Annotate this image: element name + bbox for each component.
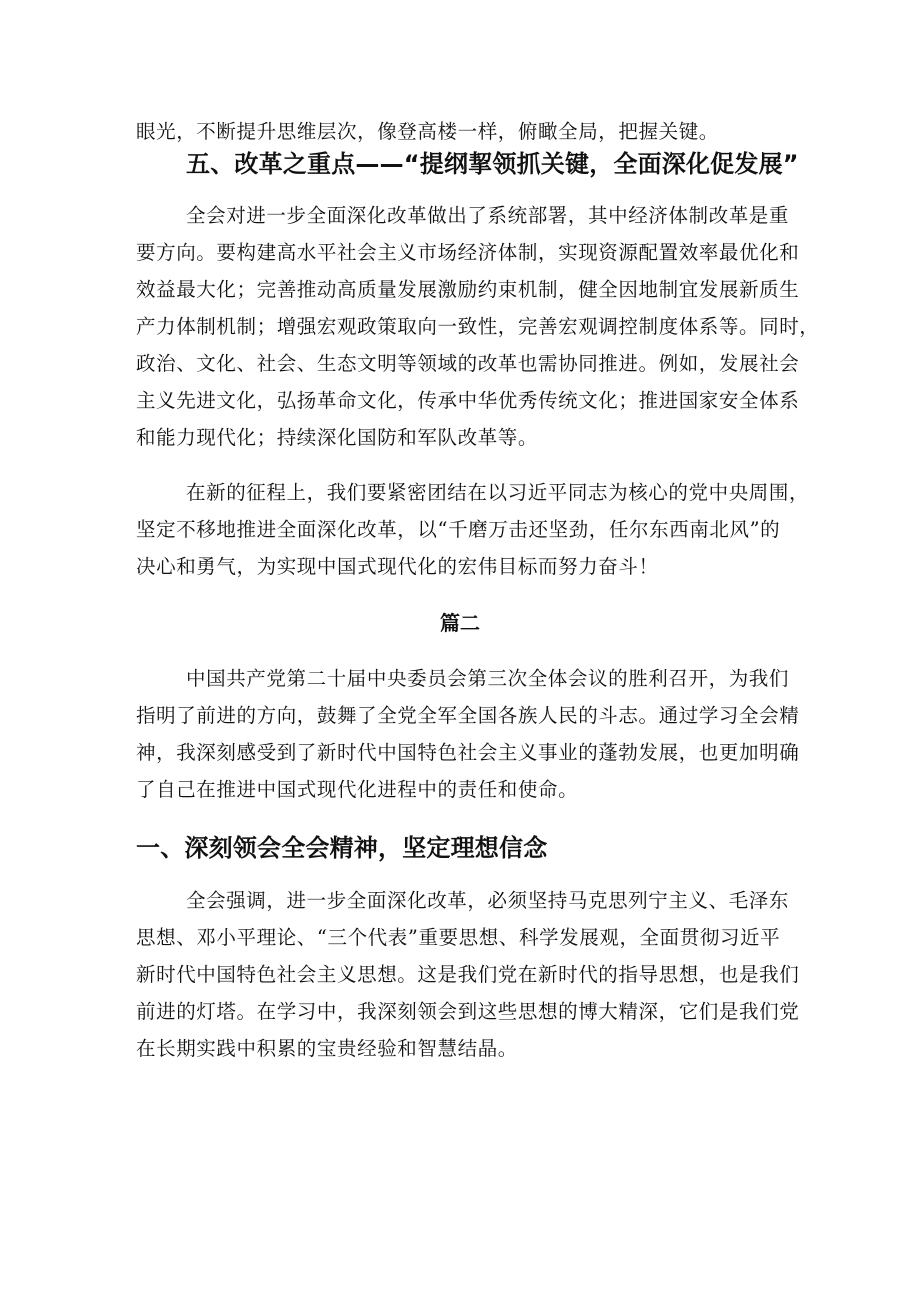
paragraph-line: 了自己在推进中国式现代化进程中的责任和使命。 xyxy=(136,778,579,801)
paragraph-line: 要方向。要构建高水平社会主义市场经济体制，实现资源配置效率最优化和 xyxy=(136,241,800,264)
part-2-title: 篇二 xyxy=(440,611,480,635)
paragraph-line: 决心和勇气，为实现中国式现代化的宏伟目标而努力奋斗！ xyxy=(136,555,659,578)
paragraph-line: 坚定不移地推进全面深化改革，以“千磨万击还坚劲，任尔东西南北风”的 xyxy=(136,518,781,541)
part-2-section-1-heading: 一、深刻领会全会精神，坚定理想信念 xyxy=(136,834,548,862)
paragraph-line: 在长期实践中积累的宝贵经验和智慧结晶。 xyxy=(136,1037,518,1060)
paragraph-line: 效益最大化；完善推动高质量发展激励约束机制，健全因地制宜发展新质生 xyxy=(136,278,800,301)
paragraph-line: 政治、文化、社会、生态文明等领域的改革也需协同推进。例如，发展社会 xyxy=(136,352,800,375)
paragraph-line: 新时代中国特色社会主义思想。这是我们党在新时代的指导思想，也是我们 xyxy=(136,963,800,986)
opening-line: 眼光，不断提升思维层次，像登高楼一样，俯瞰全局，把握关键。 xyxy=(136,120,719,143)
section-5-heading: 五、改革之重点——“提纲挈领抓关键，全面深化促发展” xyxy=(186,150,799,178)
paragraph-line: 前进的灯塔。在学习中，我深刻领会到这些思想的博大精深，它们是我们党 xyxy=(136,1000,800,1023)
paragraph-line: 和能力现代化；持续深化国防和军队改革等。 xyxy=(136,426,539,449)
paragraph-line: 神，我深刻感受到了新时代中国特色社会主义事业的蓬勃发展，也更加明确 xyxy=(136,741,800,764)
paragraph-line: 主义先进文化，弘扬革命文化，传承中华优秀传统文化；推进国家安全体系 xyxy=(136,389,800,412)
paragraph-line: 中国共产党第二十届中央委员会第三次全体会议的胜利召开，为我们 xyxy=(186,667,790,690)
paragraph-line: 指明了前进的方向，鼓舞了全党全军全国各族人民的斗志。通过学习全会精 xyxy=(136,704,800,727)
paragraph-line: 产力体制机制；增强宏观政策取向一致性，完善宏观调控制度体系等。同时， xyxy=(136,315,820,338)
paragraph-line: 全会对进一步全面深化改革做出了系统部署，其中经济体制改革是重 xyxy=(186,204,790,227)
paragraph-line: 全会强调，进一步全面深化改革，必须坚持马克思列宁主义、毛泽东 xyxy=(186,889,790,912)
paragraph-line: 在新的征程上，我们要紧密团结在以习近平同志为核心的党中央周围， xyxy=(186,481,810,504)
paragraph-line: 思想、邓小平理论、“三个代表”重要思想、科学发展观，全面贯彻习近平 xyxy=(136,926,781,949)
